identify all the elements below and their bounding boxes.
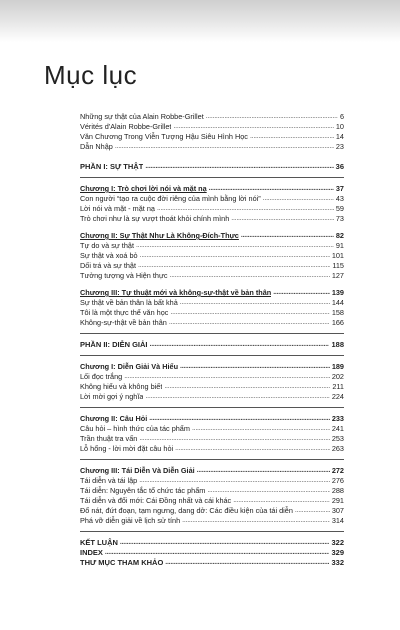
endmatter-page: 332 [331, 558, 344, 567]
toc-entry-page: 158 [331, 308, 344, 317]
toc-entry[interactable] [80, 434, 344, 444]
toc-entry[interactable] [80, 476, 344, 486]
endmatter-page: 322 [331, 538, 344, 547]
dot-leader [140, 251, 330, 261]
toc-entry-page: 202 [331, 372, 344, 381]
dot-leader [207, 486, 329, 496]
dot-leader [170, 308, 329, 318]
dot-leader [192, 424, 330, 434]
toc-entry[interactable] [80, 392, 344, 402]
chapter-heading[interactable] [80, 466, 344, 476]
dot-leader [150, 340, 330, 350]
dot-leader [295, 506, 330, 516]
dot-leader [145, 162, 333, 172]
toc-entry-page: 6 [339, 112, 344, 121]
part-heading-label: PHẦN II: DIỄN GIẢI [80, 340, 148, 349]
toc-entry-page: 73 [335, 214, 344, 223]
toc-entry-page: 14 [335, 132, 344, 141]
chapter-heading[interactable] [80, 231, 344, 241]
dot-leader [120, 538, 330, 548]
dot-leader [250, 132, 334, 142]
toc-entry[interactable] [80, 506, 344, 516]
dot-leader [263, 194, 334, 204]
dot-leader [197, 466, 330, 476]
dot-leader [231, 214, 334, 224]
dot-leader [138, 261, 330, 271]
dot-leader [115, 142, 334, 152]
chapter-heading-page: 189 [331, 362, 344, 371]
toc-entry[interactable] [80, 516, 344, 526]
intro-section [80, 112, 344, 152]
dot-leader [165, 558, 329, 568]
chapter-heading-page: 139 [331, 288, 344, 297]
toc-entry-label: Vérités d'Alain Robbe-Grillet [80, 122, 172, 131]
chapter-heading-label: Chương II: Sự Thật Như Là Không-Đích-Thực [80, 231, 239, 240]
toc-entry[interactable] [80, 122, 344, 132]
endmatter-entry[interactable] [80, 548, 344, 558]
toc-entry-page: 307 [331, 506, 344, 515]
chapter-heading-label: Chương I: Trò chơi lời nói và mặt nạ [80, 184, 207, 193]
toc-entry[interactable] [80, 382, 344, 392]
toc-entry-label: Dẫn Nhập [80, 142, 113, 151]
page-top-shading [0, 0, 400, 42]
toc-entry-label: Không hiểu và không biết [80, 382, 163, 391]
chapter-heading-label: Chương III: Tự thuật mới và không-sự-thật về bản thân [80, 288, 272, 297]
toc-entry-label: Tái diễn và tái lập [80, 476, 138, 485]
toc-entry-page: 263 [331, 444, 344, 453]
toc-entry-label: Đổ nát, đứt đoạn, tạm ngưng, dang dở: Các điều kiện của tái diễn [80, 506, 293, 515]
section-divider [80, 177, 344, 178]
toc-entry-label: Câu hỏi – hình thức của tác phẩm [80, 424, 190, 433]
toc-entry-label: Tái diễn và đổi mới: Cái Đồng nhất và cái khác [80, 496, 232, 505]
toc-entry-page: 211 [332, 382, 344, 391]
toc-entry-page: 127 [331, 271, 344, 280]
toc-entry-label: Tôi là một thực thể văn học [80, 308, 169, 317]
toc-entry[interactable] [80, 194, 344, 204]
toc-entry-label: Trò chơi như là sự vượt thoát khỏi chính mình [80, 214, 230, 223]
dot-leader [209, 184, 334, 194]
toc-entry-label: Tái diễn: Nguyên tắc tổ chức tác phẩm [80, 486, 206, 495]
toc-entry-label: Dối trá và sự thật [80, 261, 136, 270]
chapter-heading-label: Chương I: Diễn Giải Và Hiểu [80, 362, 179, 371]
toc-entry-page: 115 [332, 261, 344, 270]
dot-leader [157, 204, 334, 214]
part-heading[interactable] [80, 162, 344, 172]
toc-entry-label: Sự thật và xoá bỏ [80, 251, 138, 260]
part-heading-label: PHẦN I: SỰ THẬT [80, 162, 144, 171]
dot-leader [180, 362, 330, 372]
toc-entry-label: Lối đọc trắng [80, 372, 123, 381]
toc-entry-label: Lỗ hổng - lời mời đặt câu hỏi [80, 444, 174, 453]
part-heading[interactable] [80, 340, 344, 350]
toc-entry[interactable] [80, 271, 344, 281]
dot-leader [180, 298, 330, 308]
dot-leader [170, 271, 330, 281]
toc-entry-page: 314 [331, 516, 344, 525]
dot-leader [241, 231, 334, 241]
table-of-contents [80, 112, 344, 568]
toc-entry[interactable] [80, 486, 344, 496]
toc-entry-label: Con người “tạo ra cuộc đời riêng của mình bằng lời nói” [80, 194, 261, 203]
toc-entry-label: Sự thật về bản thân là bất khả [80, 298, 178, 307]
part-heading-page: 36 [335, 162, 344, 171]
toc-entry-page: 291 [331, 496, 344, 505]
dot-leader [105, 548, 330, 558]
toc-entry-page: 91 [335, 241, 344, 250]
chapter-heading[interactable] [80, 288, 344, 298]
section-divider [80, 355, 344, 356]
dot-leader [149, 414, 330, 424]
toc-entry-page: 10 [335, 122, 344, 131]
endmatter-entry[interactable] [80, 558, 344, 568]
toc-entry-page: 43 [335, 194, 344, 203]
chapter-heading[interactable] [80, 184, 344, 194]
toc-entry-label: Văn Chương Trong Viễn Tượng Hậu Siêu Hình Học [80, 132, 248, 141]
dot-leader [124, 372, 330, 382]
toc-entry-label: Những sự thật của Alain Robbe-Grillet [80, 112, 204, 121]
dot-leader [233, 496, 330, 506]
toc-entry[interactable] [80, 372, 344, 382]
toc-entry-page: 288 [331, 486, 344, 495]
toc-entry-label: Tự do và sự thật [80, 241, 134, 250]
toc-entry[interactable] [80, 424, 344, 434]
chapter-heading-label: Chương III: Tái Diễn Và Diễn Giải [80, 466, 195, 475]
endmatter-page: 329 [331, 548, 344, 557]
toc-entry[interactable] [80, 214, 344, 224]
dot-leader [173, 122, 333, 132]
section-divider [80, 459, 344, 460]
dot-leader [164, 382, 330, 392]
page-title: Mục lục [44, 60, 138, 90]
toc-entry[interactable] [80, 298, 344, 308]
toc-entry-page: 101 [331, 251, 344, 260]
chapter-heading-label: Chương II: Câu Hỏi [80, 414, 148, 423]
dot-leader [136, 241, 334, 251]
toc-entry-page: 241 [331, 424, 344, 433]
part-heading-page: 188 [331, 340, 344, 349]
chapter-heading[interactable] [80, 362, 344, 372]
toc-entry[interactable] [80, 241, 344, 251]
toc-entry-label: Trần thuật tra vấn [80, 434, 138, 443]
toc-entry-label: Tưởng tượng và Hiện thực [80, 271, 168, 280]
toc-entry-label: Lời mời gợi ý nghĩa [80, 392, 144, 401]
toc-entry[interactable] [80, 112, 344, 122]
toc-entry-page: 59 [335, 204, 344, 213]
endmatter-label: THƯ MỤC THAM KHẢO [80, 558, 164, 567]
dot-leader [145, 392, 329, 402]
section-divider [80, 407, 344, 408]
toc-entry[interactable] [80, 318, 344, 328]
chapter-heading-page: 233 [331, 414, 344, 423]
dot-leader [169, 318, 330, 328]
toc-entry[interactable] [80, 132, 344, 142]
toc-entry[interactable] [80, 251, 344, 261]
chapter-heading-page: 82 [335, 231, 344, 240]
dot-leader [139, 434, 329, 444]
chapter-heading-page: 272 [331, 466, 344, 475]
chapter-heading[interactable] [80, 414, 344, 424]
toc-entry[interactable] [80, 496, 344, 506]
chapter-heading-page: 37 [335, 184, 344, 193]
toc-entry[interactable] [80, 308, 344, 318]
dot-leader [175, 444, 330, 454]
toc-entry-page: 224 [331, 392, 344, 401]
toc-entry[interactable] [80, 142, 344, 152]
dot-leader [273, 288, 330, 298]
toc-entry-page: 253 [331, 434, 344, 443]
toc-entry[interactable] [80, 444, 344, 454]
toc-entry-label: Không-sự-thật về bản thân [80, 318, 167, 327]
toc-entry[interactable] [80, 204, 344, 214]
toc-entry-page: 144 [331, 298, 344, 307]
section-divider [80, 333, 344, 334]
endmatter-entry[interactable] [80, 538, 344, 548]
toc-entry[interactable] [80, 261, 344, 271]
dot-leader [206, 112, 338, 122]
toc-entry-page: 276 [331, 476, 344, 485]
toc-entry-label: Phá vỡ diễn giải về lịch sử tính [80, 516, 181, 525]
toc-entry-label: Lời nói và mặt - mặt nạ [80, 204, 155, 213]
section-divider [80, 531, 344, 532]
endmatter-label: KẾT LUẬN [80, 538, 118, 547]
dot-leader [182, 516, 330, 526]
toc-entry-page: 166 [331, 318, 344, 327]
dot-leader [139, 476, 330, 486]
toc-entry-page: 23 [335, 142, 344, 151]
endmatter-label: INDEX [80, 548, 103, 557]
